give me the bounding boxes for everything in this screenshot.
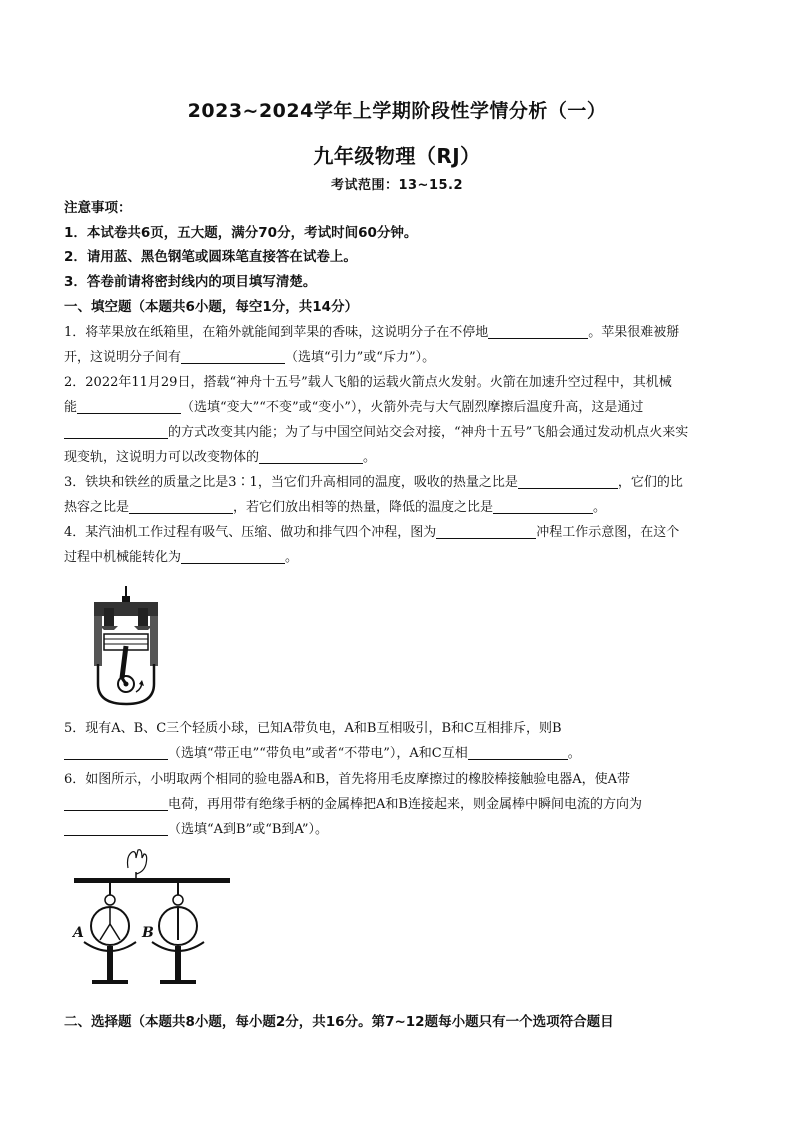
q1-line-1: 1．将苹果放在纸箱里，在箱外就能闻到苹果的香味，这说明分子在不停地 。苹果很难被掰 <box>64 325 680 340</box>
q4-line-2: 过程中机械能转化为 。 <box>64 550 299 565</box>
engine-stroke-figure <box>86 584 166 708</box>
answer-blank[interactable] <box>518 474 618 489</box>
note-1: 1．本试卷共6页，五大题，满分70分，考试时间60分钟。 <box>64 225 418 241</box>
q1-line-2: 开，这说明分子间有 （选填“引力”或“斥力”）。 <box>64 350 436 365</box>
answer-blank[interactable] <box>436 524 536 539</box>
answer-blank[interactable] <box>259 449 363 464</box>
answer-blank[interactable] <box>181 349 285 364</box>
exam-title: 2023~2024学年上学期阶段性学情分析（一） <box>187 100 607 122</box>
answer-blank[interactable] <box>64 821 168 836</box>
section-2-heading: 二、选择题（本题共8小题，每小题2分，共16分。第7~12题每小题只有一个选项符合题目 <box>64 1014 614 1030</box>
answer-blank[interactable] <box>129 499 233 514</box>
q3-line-1: 3．铁块和铁丝的质量之比是3∶1，当它们升高相同的温度，吸收的热量之比是 ，它们的比 <box>64 475 683 490</box>
note-2: 2．请用蓝、黑色钢笔或圆珠笔直接答在试卷上。 <box>64 249 357 265</box>
q2-line-3: 的方式改变其内能；为了与中国空间站交会对接，“神舟十五号”飞船会通过发动机点火来实 <box>64 424 744 442</box>
q5-line-1: 5．现有A、B、C三个轻质小球，已知A带负电，A和B互相吸引，B和C互相排斥，则B <box>64 721 562 736</box>
q5-line-2: （选填“带正电”“带负电”或者“不带电”），A和C互相 。 <box>64 745 744 763</box>
answer-blank[interactable] <box>77 399 181 414</box>
q4-line-1: 4．某汽油机工作过程有吸气、压缩、做功和排气四个冲程，图为 冲程工作示意图，在这个 <box>64 525 680 540</box>
q2-line-4: 现变轨，这说明力可以改变物体的 。 <box>64 450 377 465</box>
q3-line-2: 热容之比是 ，若它们放出相等的热量，降低的温度之比是 。 <box>64 500 607 515</box>
answer-blank[interactable] <box>64 796 168 811</box>
notes-heading: 注意事项： <box>64 200 132 216</box>
electroscope-figure <box>70 846 240 996</box>
answer-blank[interactable] <box>488 324 588 339</box>
note-3: 3．答卷前请将密封线内的项目填写清楚。 <box>64 274 317 290</box>
label-a: A <box>73 925 84 941</box>
q2-line-2: 能 （选填“变大”“不变”或“变小”），火箭外壳与大气剧烈摩擦后温度升高，这是通过 <box>64 400 644 415</box>
label-b: B <box>142 925 154 941</box>
section-1-heading: 一、填空题（本题共6小题，每空1分，共14分） <box>64 299 359 315</box>
answer-blank[interactable] <box>468 745 568 760</box>
answer-blank[interactable] <box>64 424 168 439</box>
exam-subtitle: 九年级物理（RJ） <box>313 144 481 168</box>
q6-line-2: 电荷，再用带有绝缘手柄的金属棒把A和B连接起来，则金属棒中瞬间电流的方向为 <box>64 796 744 814</box>
q6-line-1: 6．如图所示，小明取两个相同的验电器A和B，首先将用毛皮摩擦过的橡胶棒接触验电器A，使A带 <box>64 772 630 787</box>
q6-line-3: （选填“A到B”或“B到A”）。 <box>64 821 744 839</box>
answer-blank[interactable] <box>181 549 285 564</box>
exam-scope: 考试范围：13~15.2 <box>330 178 464 193</box>
q2-line-1: 2．2022年11月29日，搭载“神舟十五号”载人飞船的运载火箭点火发射。火箭在加速升空过程中，其机械 <box>64 375 672 390</box>
answer-blank[interactable] <box>493 499 593 514</box>
answer-blank[interactable] <box>64 745 168 760</box>
